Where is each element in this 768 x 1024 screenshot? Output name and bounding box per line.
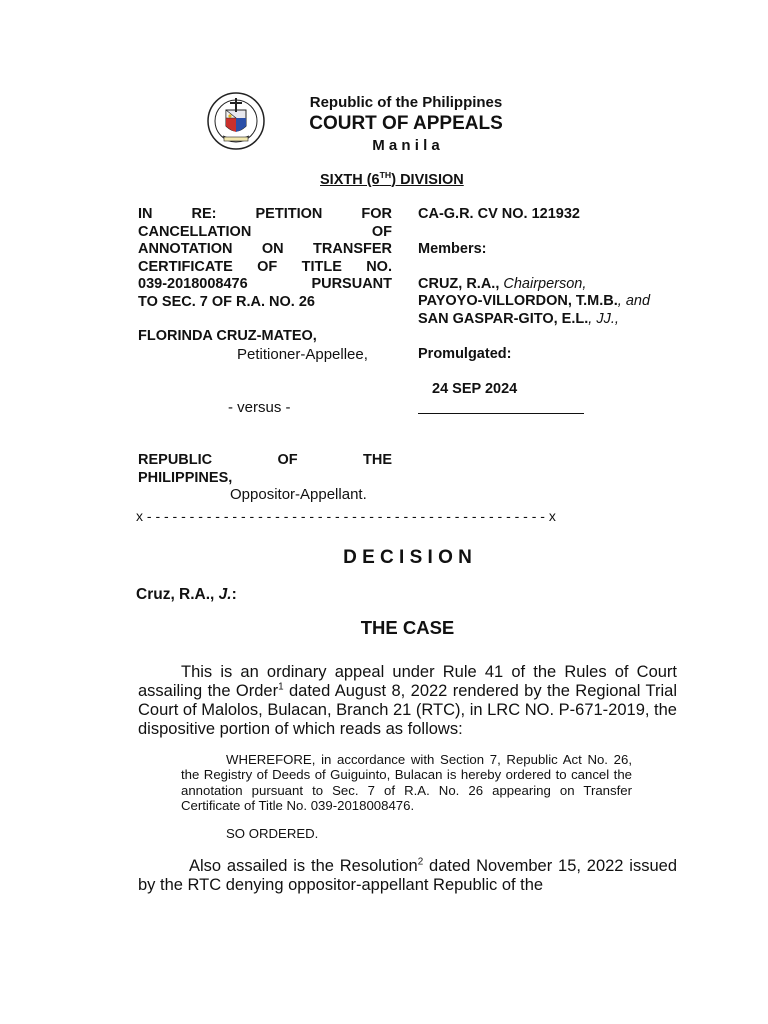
republic-heading: Republic of the Philippines (309, 94, 503, 111)
case-title-line: ANNOTATION ON TRANSFER (138, 241, 392, 257)
case-title-line: 039-2018008476 PURSUANT (138, 276, 392, 292)
respondent-line: PHILIPPINES, (138, 469, 233, 486)
member-cruz: CRUZ, R.A., Chairperson, (418, 276, 587, 292)
promulgated-label: Promulgated: (418, 346, 512, 362)
members-label: Members: (418, 241, 487, 257)
respondent-role: Oppositor-Appellant. (230, 486, 367, 503)
footnote-ref[interactable]: 2 (417, 856, 424, 868)
date-underline (418, 413, 584, 414)
case-title-line: IN RE: PETITION FOR (138, 206, 392, 222)
ponente-line: Cruz, R.A., J.: (136, 586, 237, 603)
member-payoyo: PAYOYO-VILLORDON, T.M.B., and (418, 293, 651, 309)
quoted-dispositive: WHEREFORE, in accordance with Section 7, Republic Act No. 26, the Registry of Deeds of Guiguinto, Bulacan is hereby ordered to cancel the annotation pursuant to Sec. 7 of R.A. No. 26 appearing on Transfer Certificate of Title No. 039-2018008476. (181, 752, 632, 813)
respondent-name (138, 452, 392, 487)
so-ordered: SO ORDERED. (226, 826, 319, 841)
promulgated-date: 24 SEP 2024 (432, 381, 518, 397)
petitioner-role: Petitioner-Appellee, (237, 346, 368, 363)
footnote-ref[interactable]: 1 (278, 681, 284, 693)
case-number: CA-G.R. CV NO. 121932 (418, 206, 580, 222)
court-heading: COURT OF APPEALS (309, 113, 503, 134)
paragraph-2: Also assailed is the Resolution$^2$ dated November 15, 2022 issued by the RTC denying oppositor-appellant Republic of the (138, 856, 677, 894)
case-title-line: TO SEC. 7 OF R.A. NO. 26 (138, 293, 315, 310)
paragraph-1: This is an ordinary appeal under Rule 41 of the Rules of Court assailing the Order$^1$ dated August 8, 2022 rendered by the Regional Trial Court of Malolos, Bulacan, Branch 21 (RTC), in LRC NO. P-671-2019, the dispositive portion of which reads as follows: (138, 663, 677, 738)
member-san-gaspar: SAN GASPAR-GITO, E.L., JJ., (418, 311, 619, 327)
case-title-line: CERTIFICATE OF TITLE NO. (138, 258, 392, 275)
section-title: THE CASE (360, 617, 455, 638)
division-heading: SIXTH (6TH) DIVISION (320, 170, 464, 188)
city-heading: M a n i l a (372, 137, 440, 154)
respondent-line: REPUBLIC OF THE (138, 452, 392, 468)
versus-label: - versus - (228, 399, 291, 416)
case-title (138, 206, 392, 311)
caption-separator: x - - - - - - - - - - - - - - - - - - - - - - - - - - - - - - - - - - - - - - - - - - - - - - - x (136, 508, 556, 524)
decision-title: D E C I S I O N (343, 547, 472, 568)
case-title-line: CANCELLATION OF (138, 223, 392, 240)
court-seal-icon (206, 88, 266, 154)
petitioner-name: FLORINDA CRUZ-MATEO, (138, 328, 317, 344)
